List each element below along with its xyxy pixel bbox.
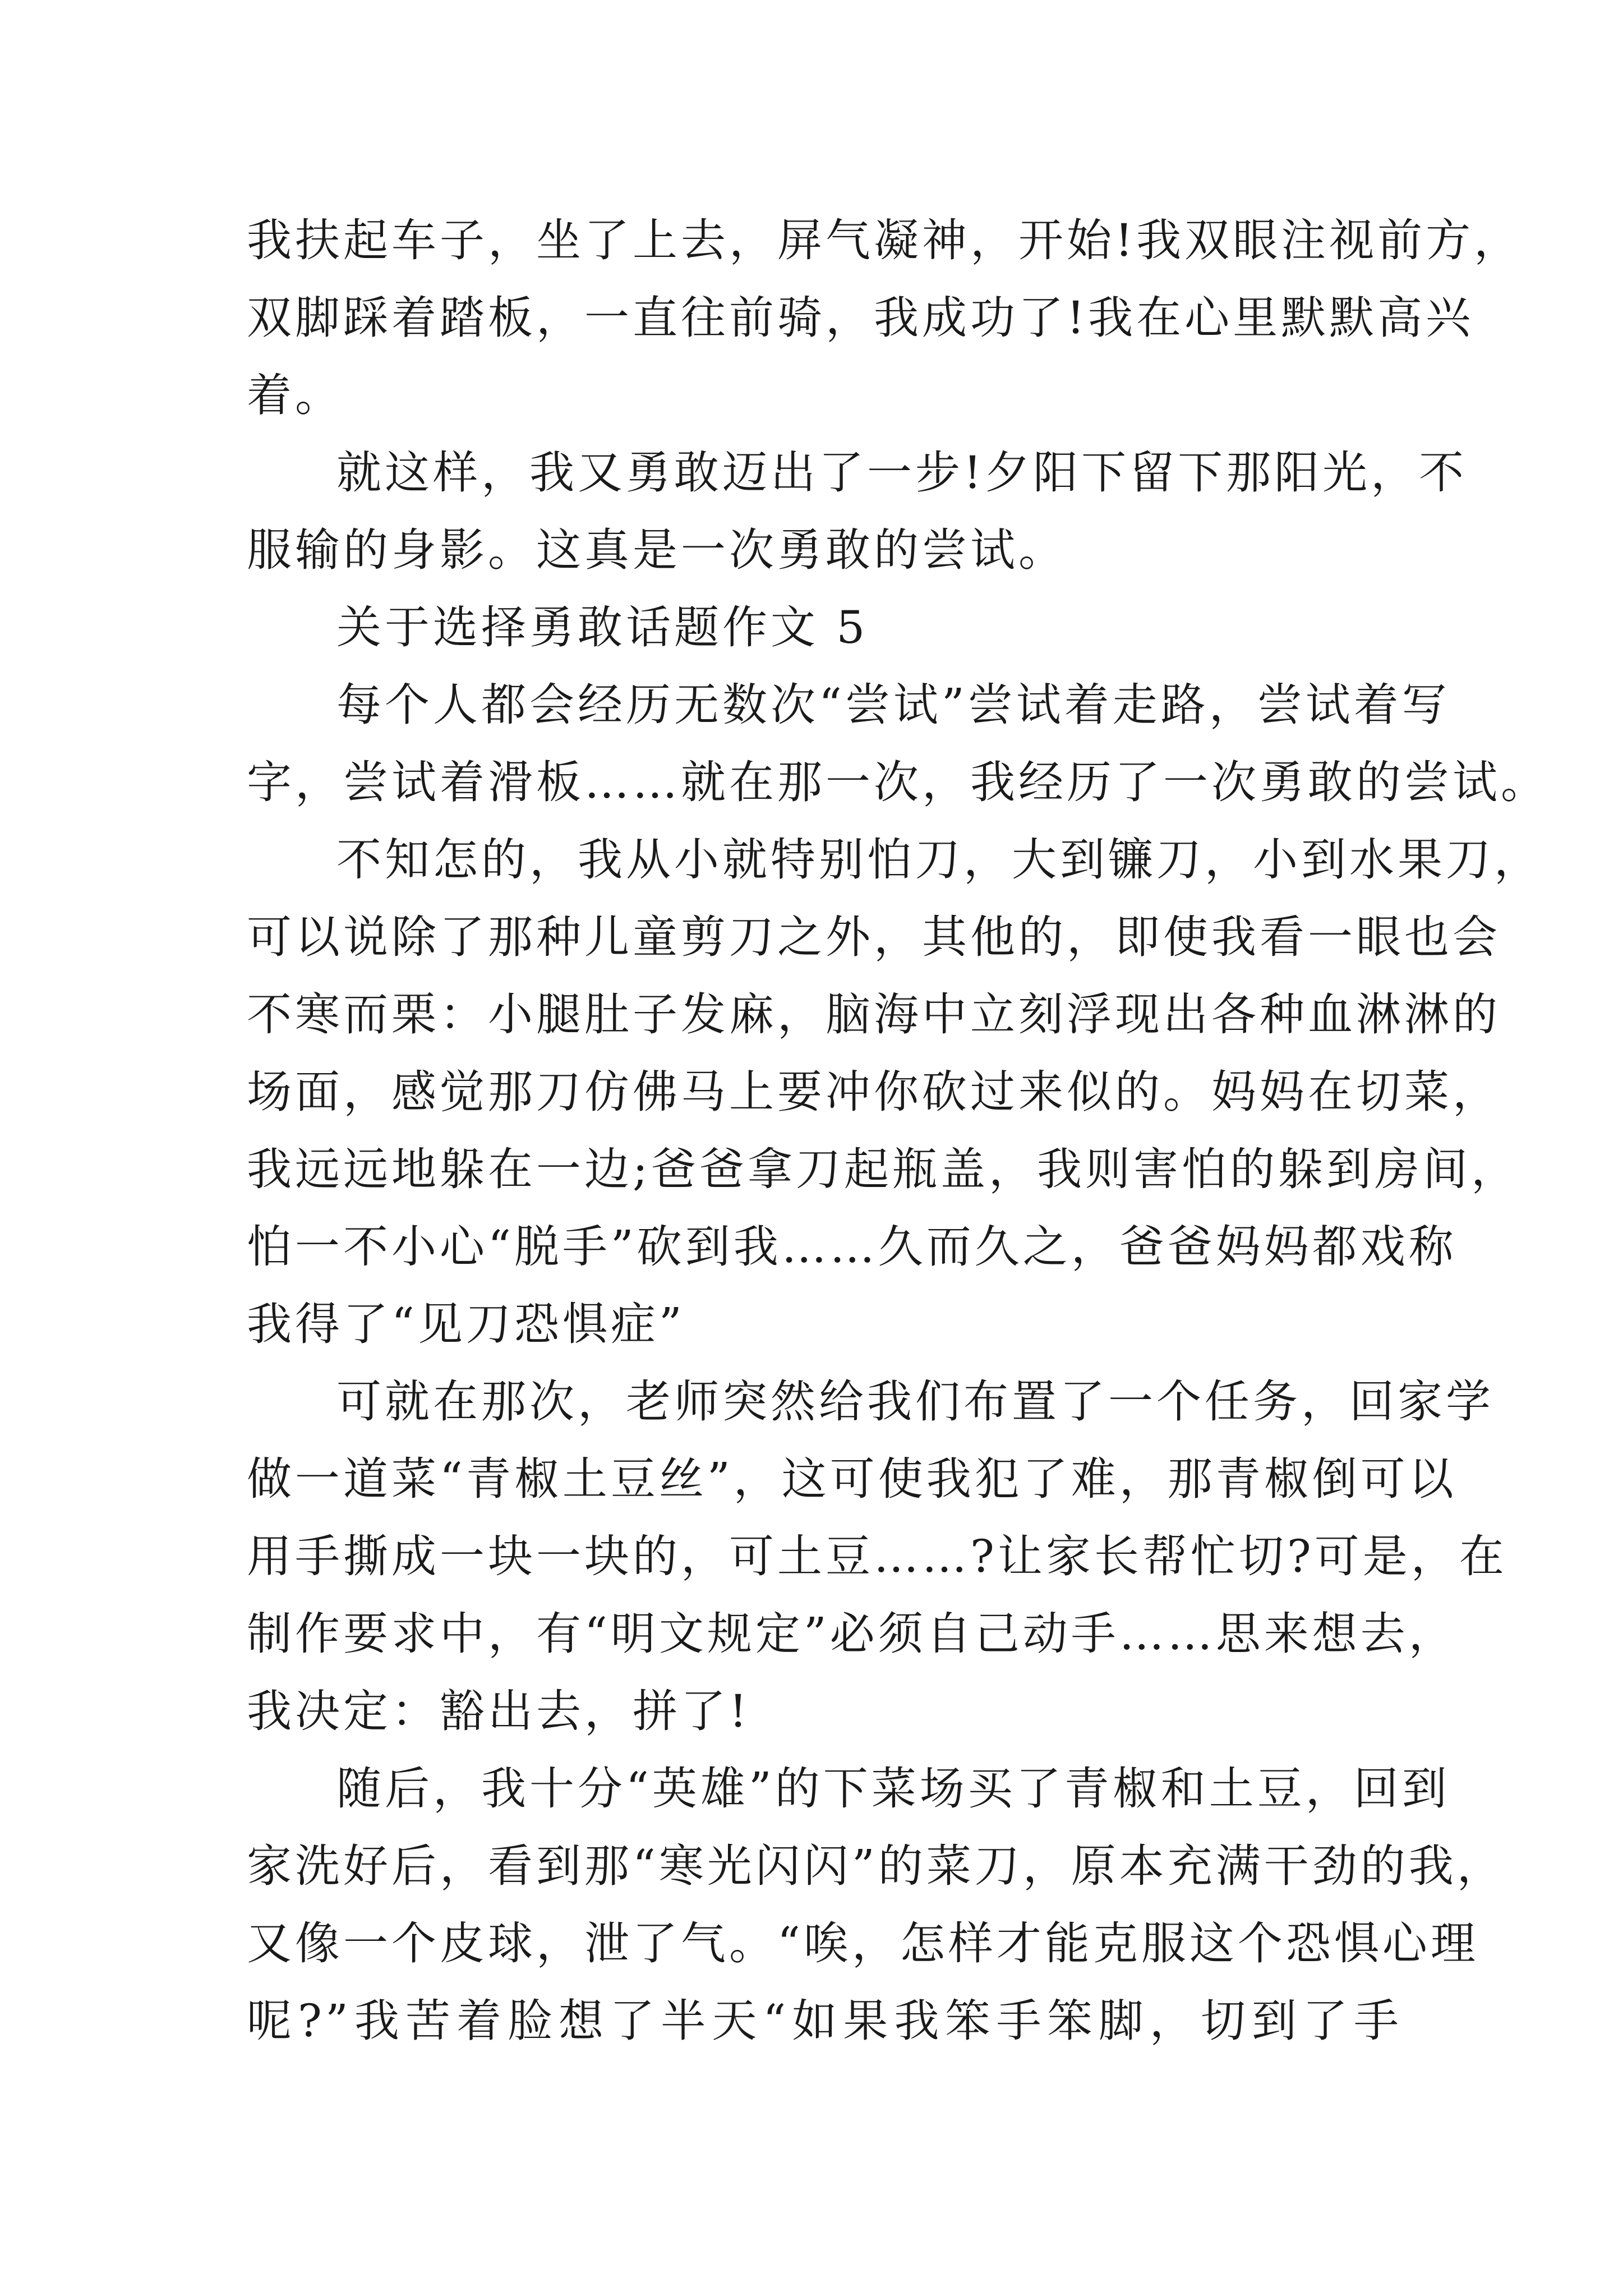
- text-line: 场面，感觉那刀仿佛马上要冲你砍过来似的。妈妈在切菜，: [247, 1066, 1501, 1118]
- text-line: 我远远地躲在一边;爸爸拿刀起瓶盖，我则害怕的躲到房间，: [247, 1143, 1519, 1195]
- text-line: 就这样，我又勇敢迈出了一步!夕阳下留下那阳光，不: [336, 447, 1468, 499]
- text-line: 又像一个皮球，泄了气。“唉，怎样才能克服这个恐惧心理: [247, 1917, 1479, 1970]
- text-line: 双脚踩着踏板，一直往前骑，我成功了!我在心里默默高兴: [247, 292, 1474, 344]
- document-body: [247, 202, 1549, 2060]
- paragraph-brave-step: [247, 434, 1468, 589]
- paragraph-bike-success: [247, 202, 1523, 434]
- text-line: 着。: [247, 369, 343, 421]
- text-line: 做一道菜“青椒土豆丝”，这可使我犯了难，那青椒倒可以: [247, 1453, 1457, 1505]
- section-heading: [247, 589, 1402, 666]
- essay-title: 关于选择勇敢话题作文 5: [336, 601, 869, 654]
- text-line: 我决定：豁出去，拼了!: [247, 1685, 751, 1737]
- text-line: 可以说除了那种儿童剪刀之外，其他的，即使我看一眼也会: [247, 911, 1501, 963]
- text-line: 家洗好后，看到那“寒光闪闪”的菜刀，原本充满干劲的我，: [247, 1840, 1505, 1892]
- text-line: 服输的身影。这真是一次勇敢的尝试。: [247, 524, 1067, 576]
- paragraph-teacher-task: [247, 1363, 1507, 1750]
- paragraph-knife-fear: [247, 821, 1542, 1363]
- text-line: 随后，我十分“英雄”的下菜场买了青椒和土豆，回到: [336, 1763, 1450, 1815]
- text-line: 我扶起车子，坐了上去，屏气凝神，开始!我双眼注视前方，: [247, 214, 1523, 266]
- text-line: 用手撕成一块一块的，可土豆……?让家长帮忙切?可是，在: [247, 1530, 1507, 1582]
- text-line: 字，尝试着滑板……就在那一次，我经历了一次勇敢的尝试。: [247, 756, 1549, 808]
- text-line: 不知怎的，我从小就特别怕刀，大到镰刀，小到水果刀，: [336, 834, 1542, 886]
- text-line: 制作要求中，有“明文规定”必须自己动手……思来想去，: [247, 1608, 1457, 1660]
- paragraph-attempts: [247, 666, 1549, 821]
- text-line: 可就在那次，老师突然给我们布置了一个任务，回家学: [336, 1375, 1494, 1428]
- paragraph-buying-vegetables: [247, 1750, 1505, 2060]
- text-line: 不寒而栗：小腿肚子发麻，脑海中立刻浮现出各种血淋淋的: [247, 988, 1501, 1041]
- text-line: 我得了“见刀恐惧症”: [247, 1298, 685, 1350]
- text-line: 怕一不小心“脱手”砍到我……久而久之，爸爸妈妈都戏称: [247, 1221, 1457, 1273]
- text-line: 每个人都会经历无数次“尝试”尝试着走路，尝试着写: [336, 679, 1450, 731]
- text-line: 呢?”我苦着脸想了半天“如果我笨手笨脚，切到了手: [247, 1995, 1402, 2047]
